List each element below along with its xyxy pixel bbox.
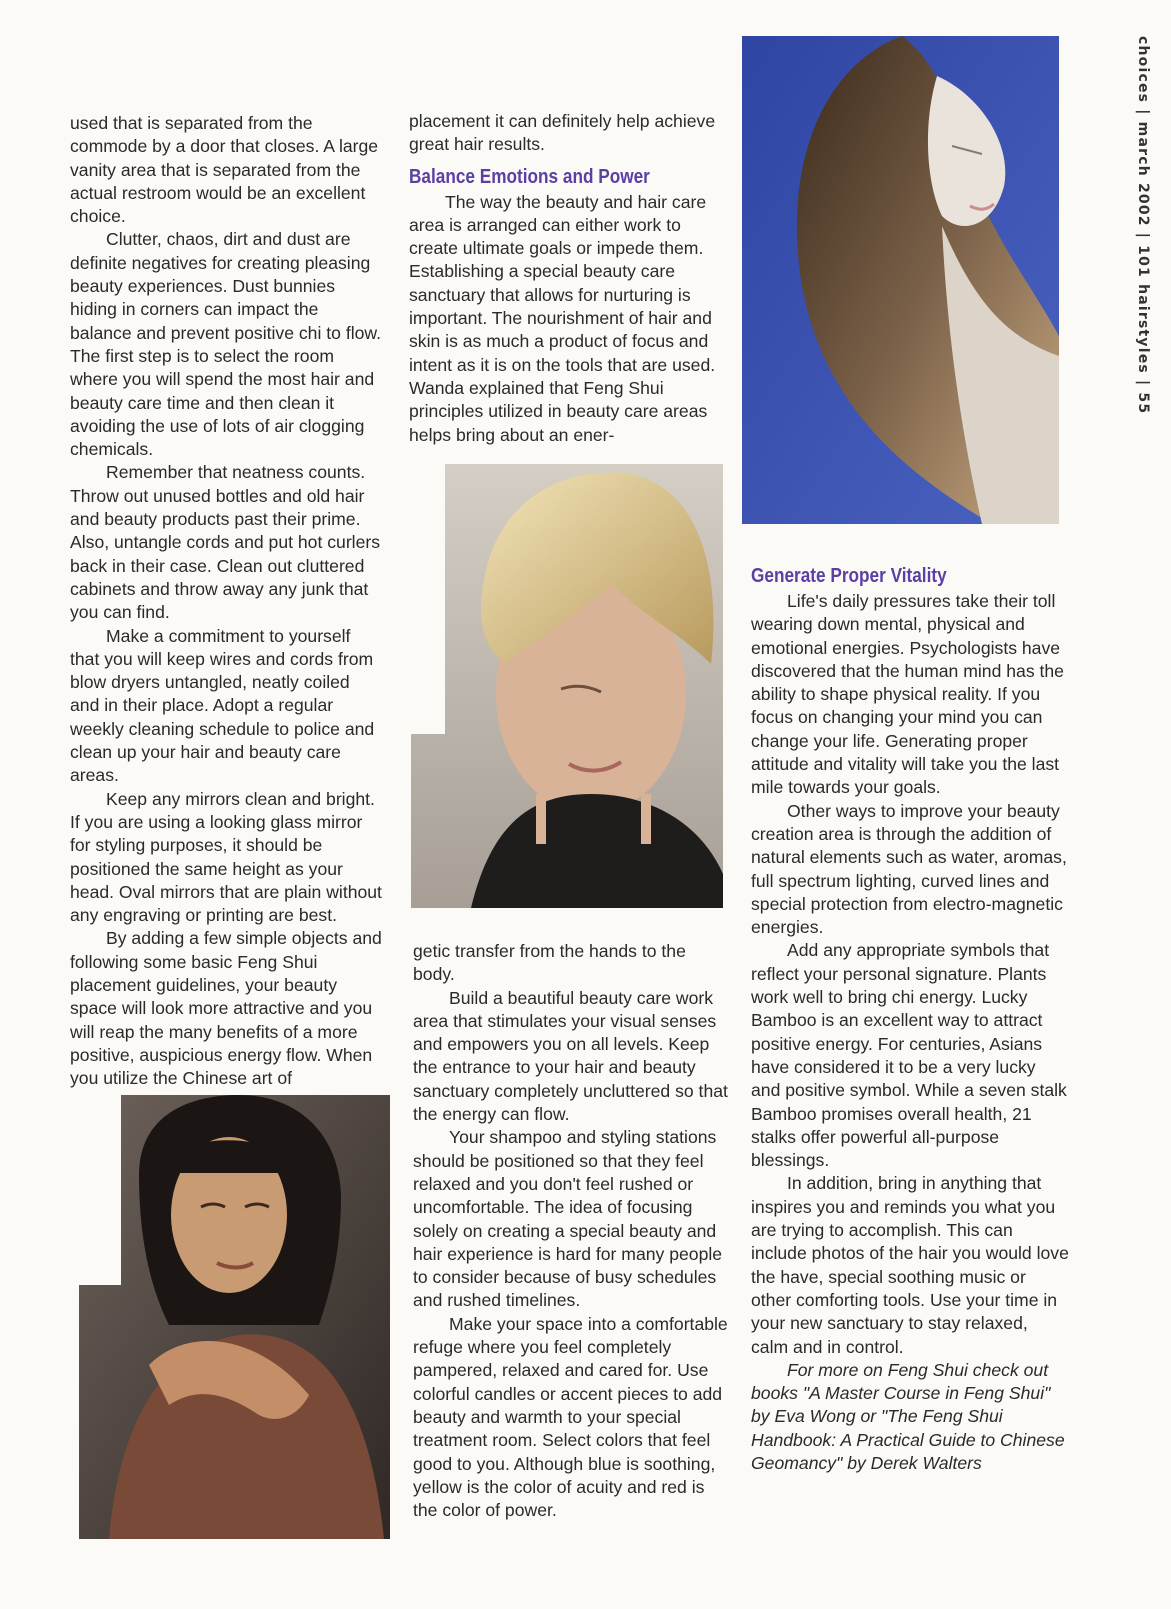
section-heading-balance: Balance Emotions and Power xyxy=(409,165,650,188)
blonde-bob-woman-photo xyxy=(411,464,723,908)
column-1 xyxy=(70,112,383,1090)
paragraph: Make a commitment to yourself that you will keep wires and cords from blow dryers untangled, neatly coiled and in their place. Adopt a regular weekly cleaning schedule to police and clean up your hair and beauty care areas. xyxy=(70,625,375,786)
long-hair-woman-photo xyxy=(742,36,1059,524)
paragraph: used that is separated from the commode by a door that closes. A large vanity area that is separated from the actual restroom would be an excellent choice. xyxy=(70,113,379,227)
paragraph: By adding a few simple objects and following some basic Feng Shui placement guidelines, your beauty space will look more attractive and you will reap the many benefits of a more positive, auspicious energy flow. When you utilize the Chinese art of xyxy=(70,928,382,1089)
section-heading-vitality: Generate Proper Vitality xyxy=(751,565,947,587)
column-2-bottom xyxy=(413,940,731,1522)
column-2-top xyxy=(409,110,721,447)
paragraph: Other ways to improve your beauty creation area is through the addition of natural elements such as water, aromas, full spectrum lighting, curved lines and special protection from electro-magnetic energies. xyxy=(751,800,1067,938)
paragraph: placement it can definitely help achieve great hair results. xyxy=(409,111,716,155)
paragraph: getic transfer from the hands to the body. xyxy=(413,941,686,985)
paragraph: Build a beautiful beauty care work area that stimulates your visual senses and empowers you on all levels. Keep the entrance to your hair and beauty sanctuary completely uncluttered so that the energy can flow. xyxy=(413,987,728,1125)
paragraph: Make your space into a comfortable refuge where you feel completely pampered, relaxed and cared for. Use colorful candles or accent pieces to add beauty and warmth to your special treatment room. Select colors that feel good to you. Although blue is soothing, yellow is the color of acuity and red is the color of power. xyxy=(413,1313,728,1521)
paragraph: In addition, bring in anything that inspires you and reminds you what you are trying to accomplish. This can include photos of the hair you would love the have, special soothing music or other comforting tools. Use your time in your new sanctuary to stay relaxed, calm and in control. xyxy=(751,1173,1069,1357)
dark-bob-woman-illustration xyxy=(79,1095,390,1539)
dark-bob-woman-photo xyxy=(79,1095,390,1539)
column-3 xyxy=(751,556,1069,1475)
paragraph: Your shampoo and styling stations should be positioned so that they feel relaxed and you don't feel rushed or uncomfortable. The idea of focusing solely on creating a special beauty and hair experience is hard for many people to consider because of busy schedules and rushed timelines. xyxy=(413,1127,723,1311)
paragraph: Clutter, chaos, dirt and dust are definite negatives for creating pleasing beauty experiences. Dust bunnies hiding in corners can impact the balance and prevent positive chi to flow. The first step is to select the room where you will spend the most hair and beauty care time and then clean it avoiding the use of lots of air clogging chemicals. xyxy=(70,229,382,460)
paragraph: Add any appropriate symbols that reflect your personal signature. Plants work well to bring chi energy. Lucky Bamboo is an excellent way to attract positive energy. For centuries, Asians have considered it to be a very lucky and positive symbol. While a seven stalk Bamboo promises overall health, 21 stalks offer powerful all-purpose blessings. xyxy=(751,940,1067,1171)
paragraph: Remember that neatness counts. Throw out unused bottles and old hair and beauty products past their prime. Also, untangle cords and put hot curlers back in their case. Clean out cluttered cabinets and throw away any junk that you can find. xyxy=(70,462,381,623)
running-head: choices | march 2002 | 101 hairstyles | 55 xyxy=(1135,36,1151,415)
further-reading-credit: For more on Feng Shui check out books "A Master Course in Feng Shui" by Eva Wong or "The Feng Shui Handbook: A Practical Guide to Chinese Geomancy" by Derek Walters xyxy=(751,1359,1065,1473)
paragraph: Keep any mirrors clean and bright. If you are using a looking glass mirror for styling purposes, it should be positioned the same height as your head. Oval mirrors that are plain without any engraving or printing are best. xyxy=(70,788,382,926)
paragraph: The way the beauty and hair care area is arranged can either work to create ultimate goals or impede them. Establishing a special beauty care sanctuary that allows for nurturing is important. The nourishment of hair and skin is as much a product of focus and intent as it is on the tools that are used. Wanda explained that Feng Shui principles utilized in beauty care areas helps bring about an ener- xyxy=(409,191,716,445)
long-hair-woman-illustration xyxy=(742,36,1059,524)
paragraph: Life's daily pressures take their toll wearing down mental, physical and emotional energies. Psychologists have discovered that the human mind has the ability to shape physical reality. If you focus on changing your mind you can change your life. Generating proper attitude and vitality will take you the last mile towards your goals. xyxy=(751,591,1064,798)
blonde-bob-woman-illustration xyxy=(411,464,723,908)
